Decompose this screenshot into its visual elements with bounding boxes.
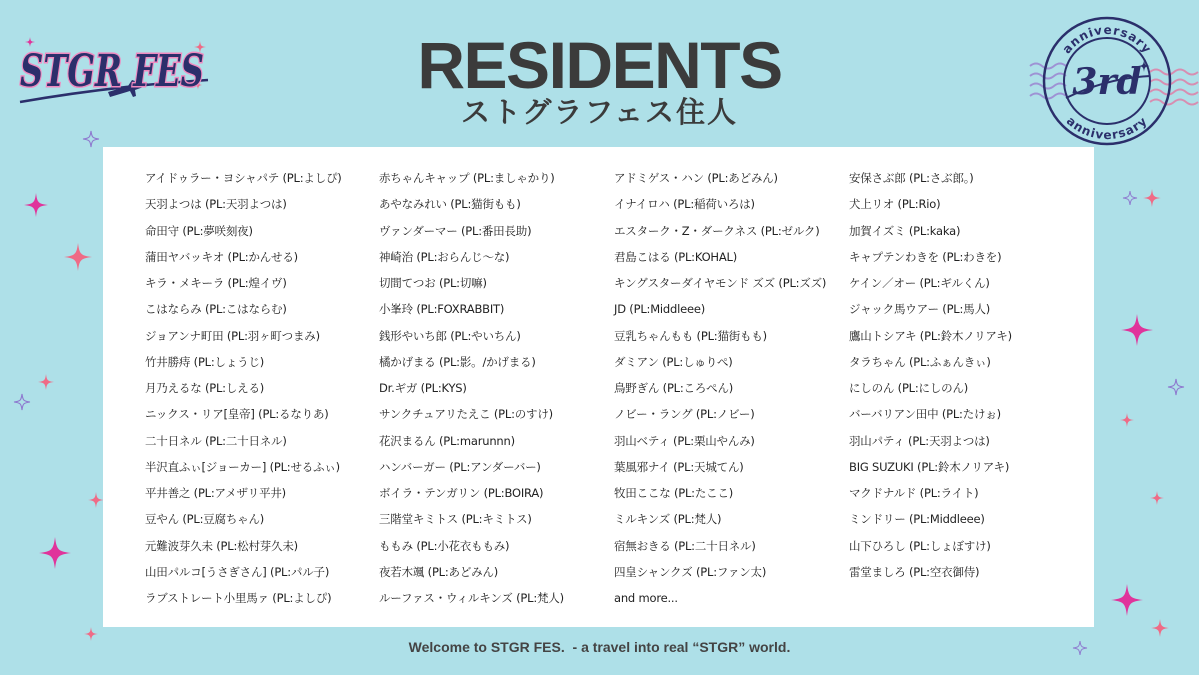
resident-entry: 二十日ネル (PL:二十日ネル) — [145, 433, 287, 448]
resident-entry: ニックス・リア[皇帝] (PL:るなりあ) — [145, 407, 329, 422]
resident-column — [145, 165, 377, 611]
sparkle-icon — [1151, 619, 1169, 637]
resident-entry: イナイロハ (PL:稲荷いろは) — [614, 197, 755, 212]
resident-entry: 橘かげまる (PL:影。/かげまる) — [379, 354, 536, 369]
resident-entry: 雷堂ましろ (PL:空衣御侍) — [849, 564, 980, 579]
resident-entry: 山田パルコ[うさぎさん] (PL:パル子) — [145, 564, 330, 579]
resident-column — [849, 165, 1081, 585]
resident-entry: 豆やん (PL:豆腐ちゃん) — [145, 512, 265, 527]
resident-entry: 平井善之 (PL:アメザリ平井) — [145, 486, 286, 500]
resident-entry: こはならみ (PL:こはならむ) — [145, 302, 287, 317]
resident-entry: 羽山パティ (PL:天羽よつは) — [849, 433, 990, 448]
resident-entry: 赤ちゃんキャップ (PL:ましゃかり) — [379, 171, 555, 185]
footer-tagline: Welcome to STGR FES. - a travel into real “STGR” world. — [408, 639, 791, 655]
resident-column — [379, 165, 611, 611]
sparkle-icon — [83, 131, 99, 147]
resident-entry: 銭形やいち郎 (PL:やいちん) — [379, 328, 521, 343]
stamp-number: 3rd — [1072, 61, 1142, 103]
resident-entry: ボイラ・テンガリン (PL:BOIRA) — [379, 486, 544, 500]
resident-entry: 元難波芽久未 (PL:松村芽久未) — [145, 538, 298, 553]
resident-entry: キャプテンわきを (PL:わきを) — [849, 249, 1002, 264]
resident-entry: 四皇シャンクズ (PL:ファン太) — [614, 564, 767, 579]
sparkle-icon — [88, 492, 104, 508]
resident-entry: 君島こはる (PL:KOHAL) — [614, 249, 738, 264]
resident-entry: にしのん (PL:にしのん) — [849, 381, 969, 395]
resident-entry: 命田守 (PL:夢咲刻夜) — [145, 223, 253, 238]
stamp-arc-bottom: anniversary — [1063, 113, 1151, 143]
sparkle-icon — [64, 243, 92, 271]
logo-text: STGR FES — [20, 46, 204, 97]
resident-entry: ラブストレート小里馬ァ (PL:よしぴ) — [145, 591, 332, 605]
sparkle-icon — [1150, 491, 1164, 505]
resident-entry: 切間てつお (PL:切嘛) — [379, 276, 487, 290]
resident-entry: ノビー・ラング (PL:ノビー) — [614, 407, 755, 422]
resident-entry: 羽山ベティ (PL:栗山やんみ) — [614, 433, 755, 448]
resident-entry: 鷹山トシアキ (PL:鈴木ノリアキ) — [849, 328, 1012, 343]
resident-entry: 蒲田ヤバッキオ (PL:かんせる) — [145, 249, 298, 264]
resident-entry: 葉風邪ナイ (PL:天城てん) — [614, 459, 744, 474]
stamp-arc-top: anniversary — [1059, 22, 1155, 57]
resident-entry: 月乃えるな (PL:しえる) — [145, 381, 265, 395]
resident-entry: 花沢まるん (PL:marunnn) — [379, 433, 515, 448]
sparkle-icon — [14, 394, 30, 410]
resident-entry: 半沢直ふぃ[ジョーカー] (PL:せるふぃ) — [145, 459, 340, 474]
sparkle-icon — [39, 537, 71, 569]
page-subtitle: ストグラフェス住人 — [461, 95, 738, 129]
resident-entry: サンクチュアリたえこ (PL:のすけ) — [379, 407, 553, 422]
resident-entry: エスターク・Z・ダークネス (PL:ゼルク) — [614, 223, 820, 238]
resident-entry: 宿無おきる (PL:二十日ネル) — [614, 538, 756, 553]
resident-entry: JD (PL:Middleee) — [614, 302, 706, 317]
sparkle-icon — [1120, 413, 1134, 427]
resident-entry: ルーファス・ウィルキンズ (PL:梵人) — [379, 591, 564, 605]
resident-entry: ジョアンナ町田 (PL:羽ヶ町つまみ) — [145, 328, 320, 343]
resident-entry: ケイン／オー (PL:ギルくん) — [849, 276, 990, 290]
resident-entry: アイドゥラー・ヨシャパテ (PL:よしぴ) — [145, 171, 342, 185]
page-title: RESIDENTS — [417, 28, 782, 102]
resident-entry: 牧田ここな (PL:たここ) — [614, 486, 734, 500]
resident-entry: ミンドリー (PL:Middleee) — [849, 512, 985, 527]
sparkle-icon — [1121, 314, 1153, 346]
resident-entry: and more... — [614, 591, 678, 605]
resident-entry: ミルキンズ (PL:梵人) — [614, 512, 722, 527]
resident-entry: 加賀イズミ (PL:kaka) — [849, 223, 961, 238]
resident-entry: 三階堂キミトス (PL:キミトス) — [379, 512, 532, 527]
resident-entry: 山下ひろし (PL:しょぼすけ) — [849, 538, 991, 553]
resident-entry: 竹井勝痔 (PL:しょうじ) — [145, 354, 265, 369]
resident-entry: 鳥野ぎん (PL:ころぺん) — [614, 381, 734, 395]
sparkle-icon — [1168, 379, 1184, 395]
resident-entry: ももみ (PL:小花衣ももみ) — [379, 538, 510, 553]
sparkle-icon — [24, 193, 48, 217]
resident-entry: あやなみれい (PL:猫街もも) — [379, 197, 521, 212]
resident-entry: 小峯玲 (PL:FOXRABBIT) — [379, 302, 505, 317]
resident-entry: アドミゲス・ハン (PL:あどみん) — [614, 171, 778, 185]
sparkle-icon — [1123, 191, 1137, 205]
resident-entry: ダミアン (PL:しゅりぺ) — [614, 354, 733, 369]
resident-entry: バーバリアン田中 (PL:たけぉ) — [849, 407, 1001, 422]
resident-entry: キングスターダイヤモンド ズズ (PL:ズズ) — [614, 276, 827, 290]
sparkle-icon — [1111, 584, 1143, 616]
resident-entry: 天羽よつは (PL:天羽よつは) — [145, 197, 287, 212]
resident-entry: BIG SUZUKI (PL:鈴木ノリアキ) — [849, 459, 1010, 474]
resident-entry: ジャック馬ウアー (PL:馬人) — [849, 302, 991, 317]
resident-entry: 安保さぶ郎 (PL:さぶ郎。) — [849, 171, 974, 185]
resident-entry: タラちゃん (PL:ふぁんきぃ) — [849, 354, 991, 369]
sparkle-icon — [1143, 189, 1161, 207]
resident-entry: Dr.ギガ (PL:KYS) — [379, 381, 467, 395]
resident-entry: キラ・メキーラ (PL:煌イヴ) — [145, 276, 287, 290]
resident-column — [614, 165, 846, 611]
resident-entry: ハンバーガー (PL:アンダーバー) — [379, 459, 541, 474]
resident-entry: 神崎治 (PL:おらんじ～な) — [379, 249, 510, 264]
sparkle-icon — [38, 374, 54, 390]
resident-entry: 夜若木颯 (PL:あどみん) — [379, 564, 499, 579]
resident-entry: ヴァンダーマー (PL:番田長助) — [379, 223, 532, 238]
resident-entry: マクドナルド (PL:ライト) — [849, 486, 979, 500]
resident-entry: 犬上リオ (PL:Rio) — [849, 197, 941, 212]
resident-entry: 豆乳ちゃんもも (PL:猫街もも) — [614, 328, 767, 343]
